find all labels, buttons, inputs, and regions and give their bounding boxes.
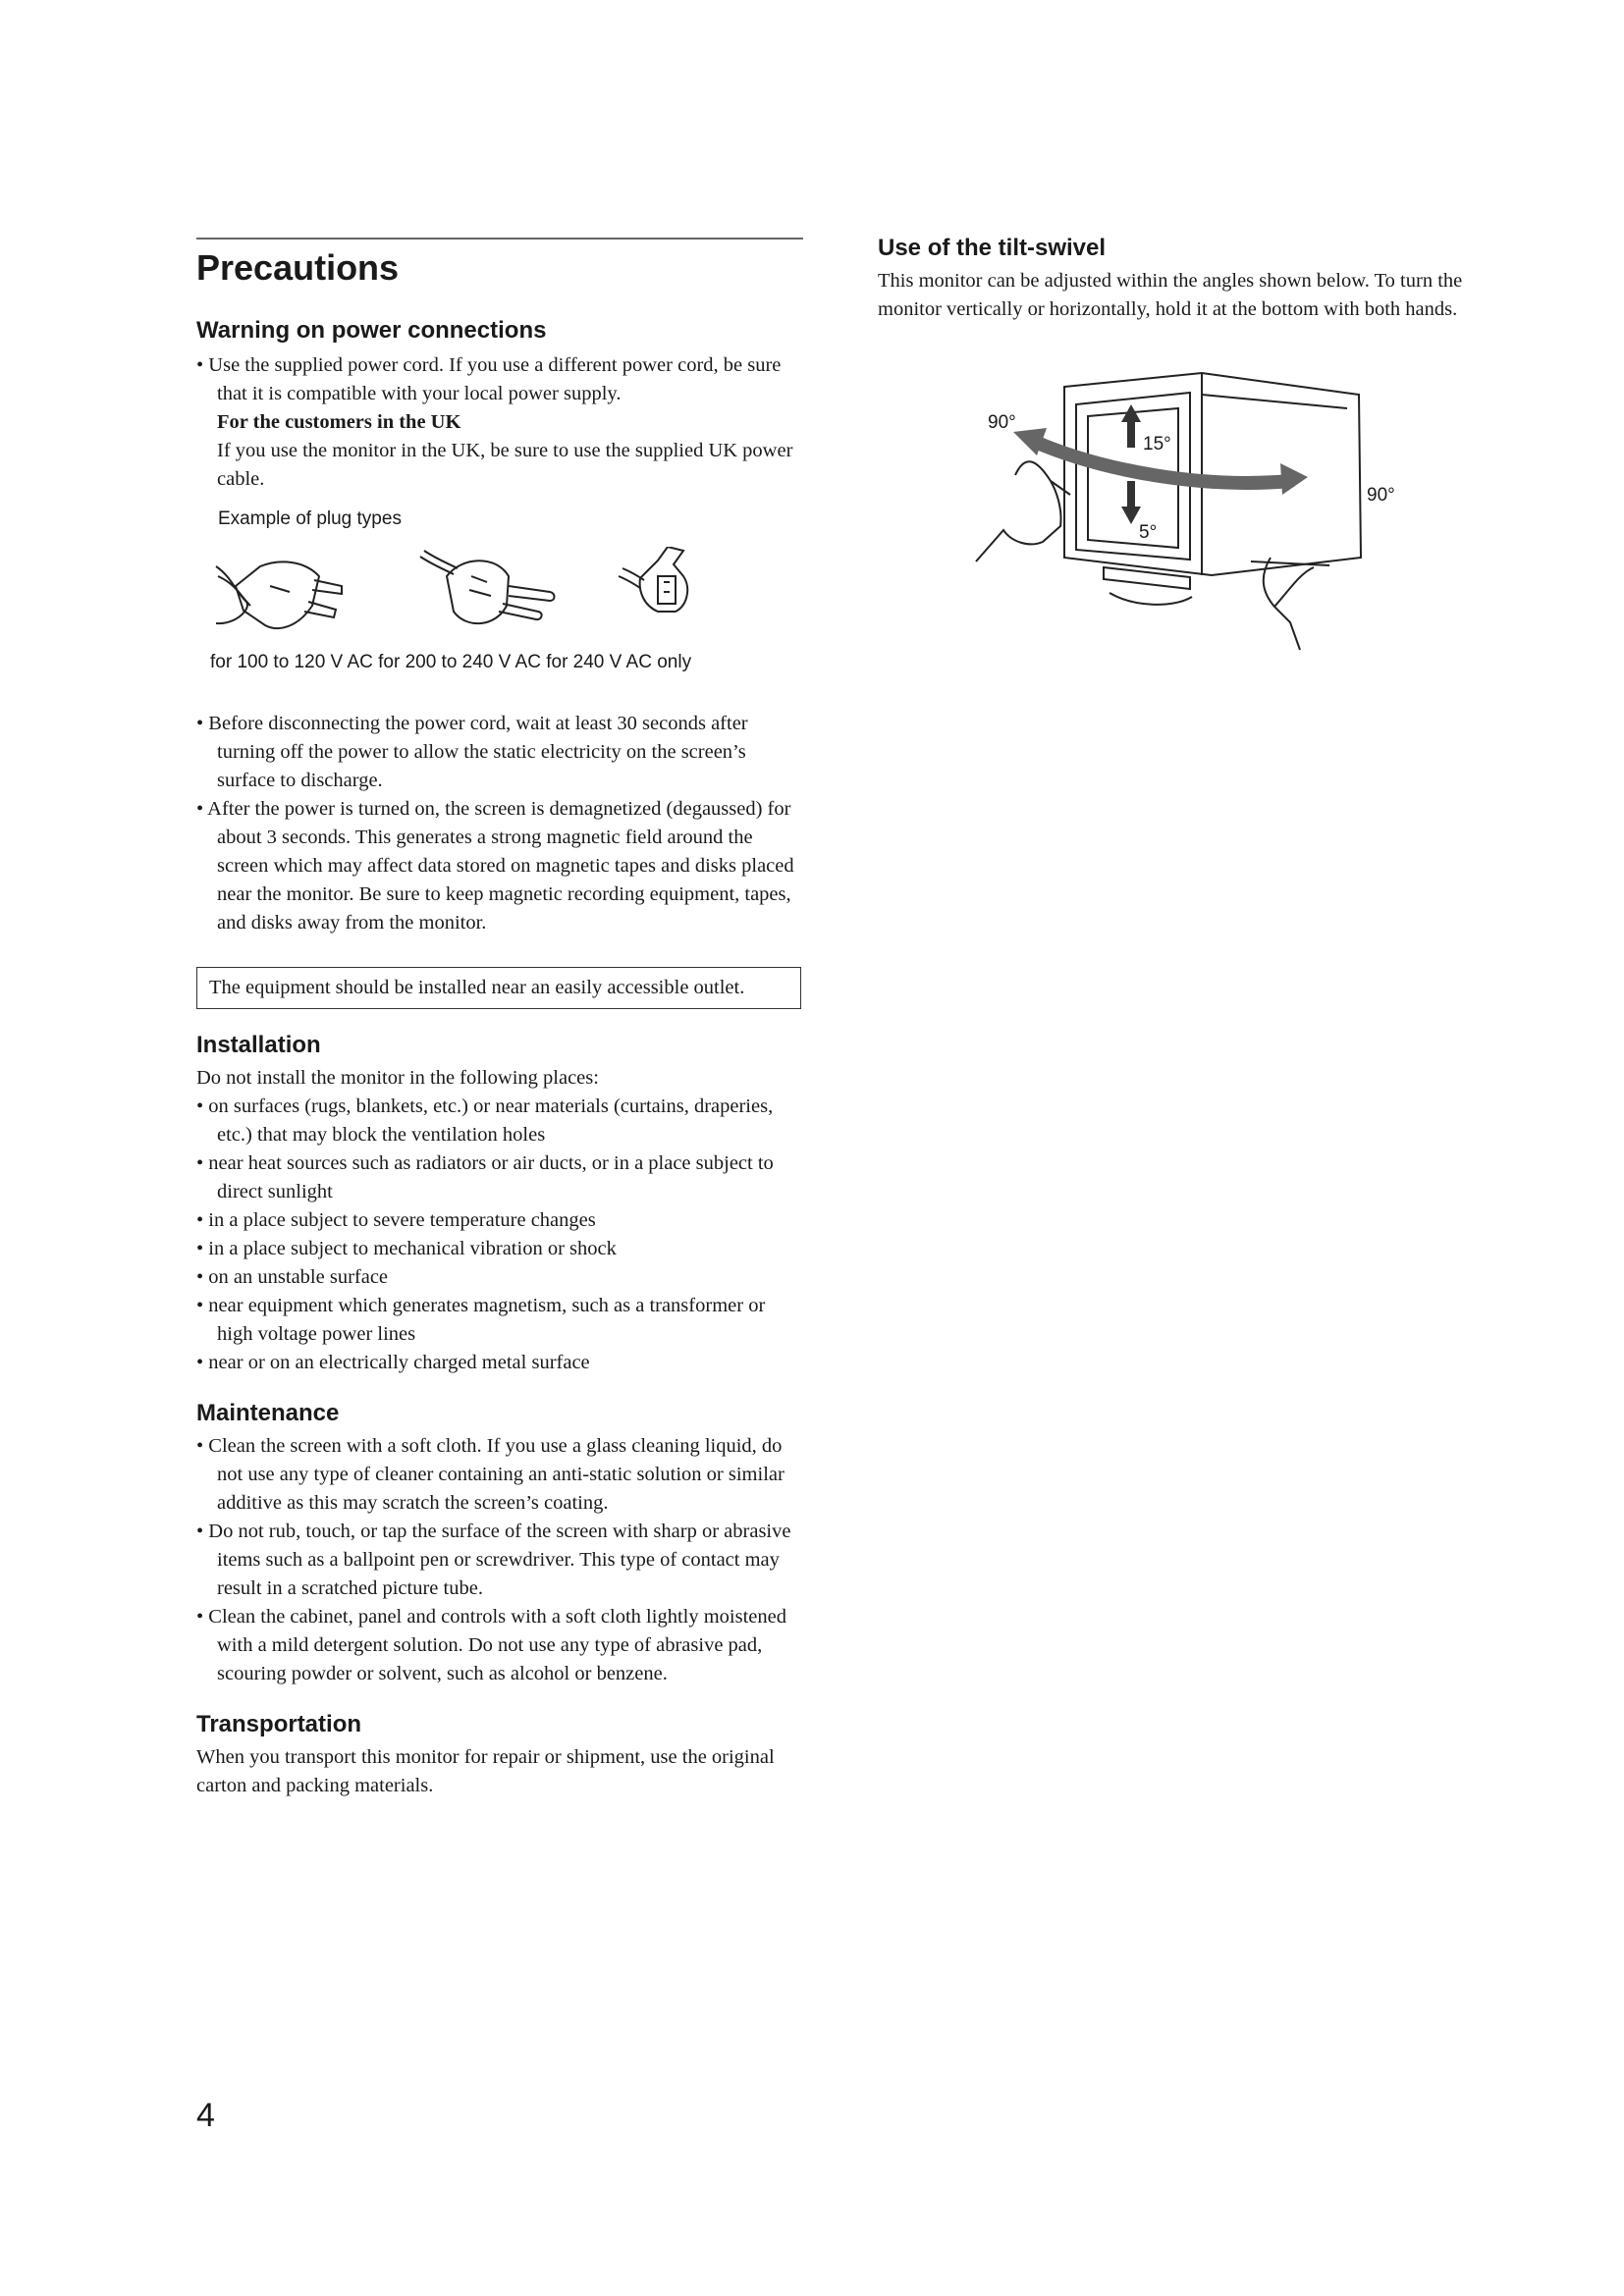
- left-column: [196, 238, 803, 1800]
- swivel-right-angle: 90°: [1367, 485, 1395, 506]
- maintenance-item: • Clean the cabinet, panel and controls with a soft cloth lightly moistened with a mild detergent solution. Do not use any type of abrasive pad, scouring powder or solvent, such as alcohol or benzene.: [196, 1606, 786, 1684]
- installation-heading: Installation: [196, 1032, 321, 1058]
- page-number: 4: [196, 2097, 215, 2134]
- plug-types-figure: [196, 547, 803, 645]
- transportation-heading: Transportation: [196, 1711, 362, 1737]
- tilt-text: This monitor can be adjusted within the angles shown below. To turn the monitor vertically or horizontally, hold it at the bottom with both hands.: [878, 270, 1463, 320]
- plug-us-icon: [216, 561, 342, 628]
- plug-illustration: [196, 547, 803, 645]
- plug-labels: for 100 to 120 V AC for 200 to 240 V AC for 240 V AC only: [210, 652, 692, 672]
- transportation-text: When you transport this monitor for repair or shipment, use the original carton and packing materials.: [196, 1746, 775, 1796]
- installation-item: • in a place subject to severe temperature changes: [196, 1209, 596, 1231]
- plug-eu-icon: [420, 551, 555, 623]
- power-bullet-2: • Before disconnecting the power cord, wait at least 30 seconds after turning off the power to allow the static electricity on the screen’s surface to discharge.: [196, 713, 748, 791]
- power-heading: Warning on power connections: [196, 317, 547, 344]
- page-title: Precautions: [196, 247, 400, 288]
- power-bullet-1: • Use the supplied power cord. If you use a different power cord, be sure that it is compatible with your local power supply.: [196, 354, 782, 404]
- power-bullet-3: • After the power is turned on, the screen is demagnetized (degaussed) for about 3 seconds. This generates a strong magnetic field around the screen which may affect data stored on magnetic tapes and disks placed near the monitor. Be sure to keep magnetic recording equipment, tapes, and disks away from the monitor.: [196, 798, 794, 934]
- maintenance-heading: Maintenance: [196, 1400, 340, 1426]
- installation-item: • near heat sources such as radiators or air ducts, or in a place subject to direct sunlight: [196, 1152, 774, 1202]
- uk-heading: For the customers in the UK: [217, 411, 461, 433]
- installation-item: • near equipment which generates magnetism, such as a transformer or high voltage power lines: [196, 1295, 766, 1345]
- tilt-heading: Use of the tilt-swivel: [878, 235, 1107, 261]
- tilt-down-angle: 5°: [1139, 522, 1158, 543]
- tilt-arrows: [878, 365, 1487, 660]
- installation-item: • on surfaces (rugs, blankets, etc.) or near materials (curtains, draperies, etc.) that may block the ventilation holes: [196, 1095, 774, 1146]
- maintenance-item: • Do not rub, touch, or tap the surface of the screen with sharp or abrasive items such as a ballpoint pen or screwdriver. This type of contact may result in a scratched picture tube.: [196, 1521, 791, 1599]
- uk-text: If you use the monitor in the UK, be sure to use the supplied UK power cable.: [217, 440, 793, 490]
- tilt-swivel-figure: [878, 365, 1487, 660]
- right-column: [878, 234, 1487, 660]
- installation-intro: Do not install the monitor in the following places:: [196, 1067, 599, 1089]
- tilt-up-angle: 15°: [1143, 434, 1171, 454]
- installation-item: • near or on an electrically charged metal surface: [196, 1352, 590, 1373]
- plug-uk-icon: [619, 547, 687, 612]
- notice-box: The equipment should be installed near an easily accessible outlet.: [196, 967, 801, 1009]
- installation-item: • on an unstable surface: [196, 1266, 389, 1288]
- maintenance-item: • Clean the screen with a soft cloth. If you use a glass cleaning liquid, do not use any type of cleaner containing an anti-static solution or similar additive as this may scratch the screen’s coating.: [196, 1435, 785, 1514]
- section-rule: [196, 238, 803, 240]
- installation-item: • in a place subject to mechanical vibration or shock: [196, 1238, 617, 1259]
- plug-caption: Example of plug types: [218, 508, 402, 529]
- swivel-left-angle: 90°: [988, 412, 1016, 433]
